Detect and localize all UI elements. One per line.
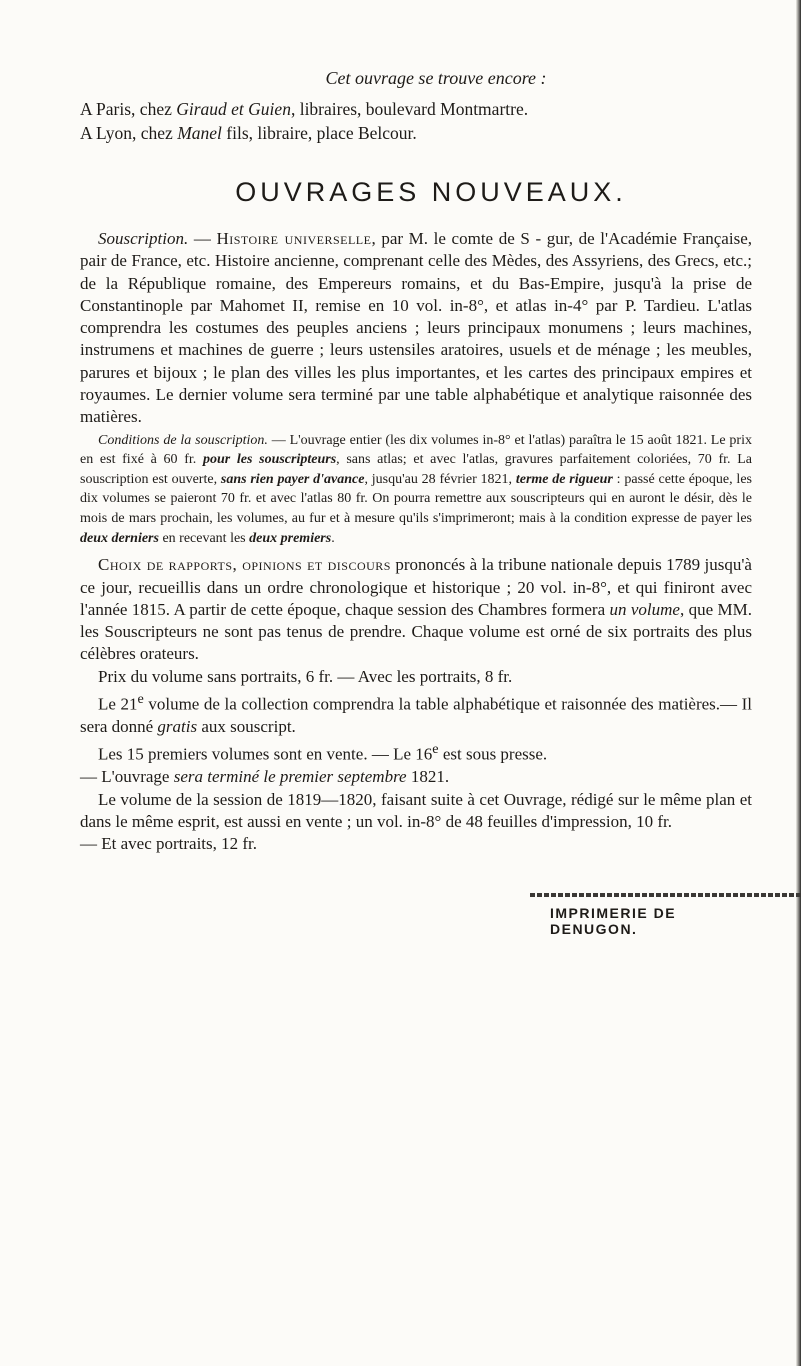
conditions-label: Conditions de la souscription. (98, 432, 268, 448)
availability-heading: Cet ouvrage se trouve encore : (325, 68, 547, 88)
choix-session-volume: Le volume de la session de 1819—1820, faisant suite à cet Ouvrage, rédigé sur le même plan et dans le même esprit, est aussi en vente ; un vol. in-8° de 48 feuilles d'impression, 10 fr. (80, 789, 752, 831)
souscription-label: Souscription. (98, 229, 189, 248)
address-paris: A Paris, chez Giraud et Guien, libraires, boulevard Montmartre. (80, 99, 529, 119)
document-body (80, 68, 752, 937)
souscription-paragraph: Souscription. — Histoire universelle, par M. le comte de S - gur, de l'Académie Française, pair de France, etc. Histoire ancienne, comprenant celle des Mèdes, des Assyriens, des Grecs, etc.; de la République romaine, des Empereurs romains, et du Bas-Empire, jusqu'à la prise de Constantinople par Mahomet II, remise en 10 vol. in-8°, et atlas in-4° par P. Tardieu. L'atlas comprendra les costumes des peuples anciens ; leurs principaux monumens ; leurs machines, instrumens et machines de guerre ; leurs ustensiles aratoires, usuels et de ménage ; les meubles, parures et bijoux ; le plan des villes les plus importantes, et les cartes des principaux empires et royaumes. Le dernier volume sera terminé par une table alphabétique et analytique raisonnée des matières. (80, 229, 752, 427)
page-edge-shadow (796, 0, 801, 1366)
ornamental-rule (530, 893, 801, 897)
choix-price: Prix du volume sans portraits, 6 fr. — Avec les portraits, 8 fr. (98, 666, 513, 686)
choix-title: Choix de rapports, opinions et discours (98, 555, 391, 575)
address-lyon: A Lyon, chez Manel fils, libraire, place Belcour. (80, 123, 417, 143)
choix-completion: — L'ouvrage sera terminé le premier septembre 1821. (80, 767, 450, 787)
choix-table-volume: Le 21e volume de la collection comprendra la table alphabétique et raisonnée des matières.— Il sera donné gratis aux souscript. (80, 691, 752, 736)
choix-on-sale: Les 15 premiers volumes sont en vente. — Le 16e est sous presse. (98, 741, 548, 764)
printer-imprint: IMPRIMERIE DE DENUGON. (550, 905, 677, 938)
section-title: OUVRAGES NOUVEAUX. (235, 177, 627, 207)
choix-paragraph: Choix de rapports, opinions et discours prononcés à la tribune nationale depuis 1789 jusqu'à ce jour, recueillis dans un ordre chronologique et historique ; 20 vol. in-8°, et qui finiront avec l'année 1815. A partir de cette époque, chaque session des Chambres formera un volume, que MM. les Souscripteurs ne sont pas tenus de prendre. Chaque volume est orné de six portraits des plus célèbres orateurs. (80, 555, 752, 664)
conditions-paragraph: Conditions de la souscription. — L'ouvrage entier (les dix volumes in-8° et l'atlas) paraîtra le 15 août 1821. Le prix en est fixé à 60 fr. pour les souscripteurs, sans atlas; et avec l'atlas, gravures parfaitement coloriées, 70 fr. La souscription est ouverte, sans rien payer d'avance, jusqu'au 28 février 1821, terme de rigueur : passé cette époque, les dix volumes se paieront 70 fr. et avec l'atlas 80 fr. On pourra remettre aux souscripteurs qui en auront le désir, dès le mois de mars prochain, les volumes, au fur et à mesure qu'ils s'imprimeront; mais à la condition expresse de payer les deux derniers en recevant les deux premiers. (80, 432, 753, 546)
choix-portraits-price: — Et avec portraits, 12 fr. (80, 834, 258, 854)
